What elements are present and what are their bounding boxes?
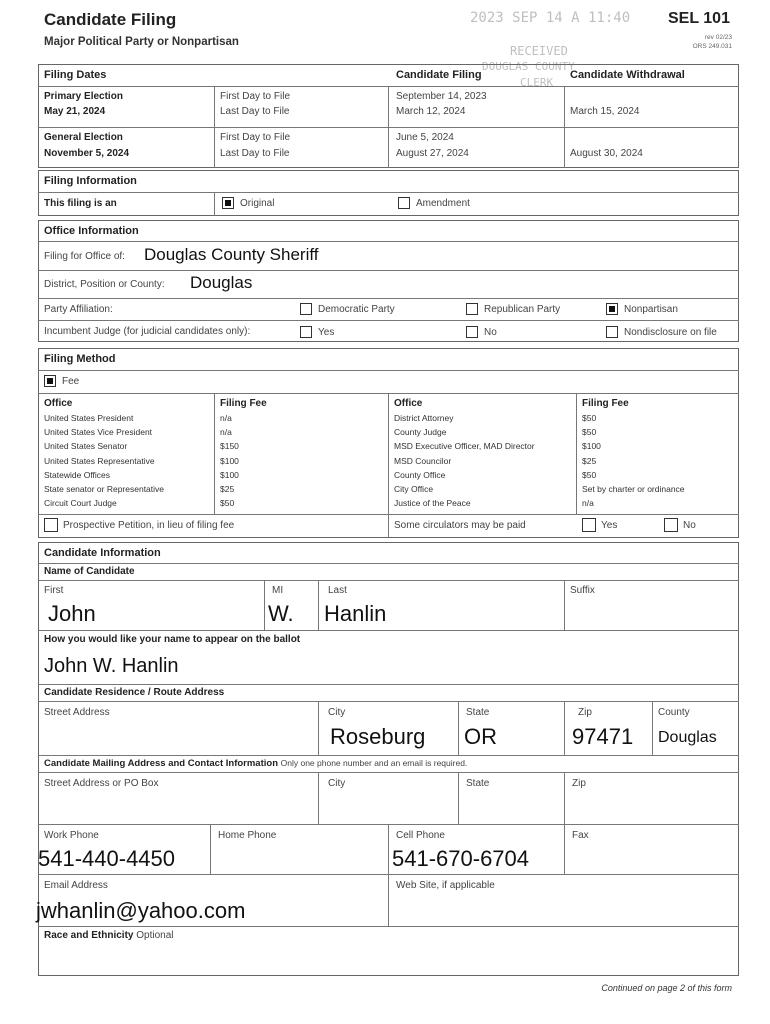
list-item: Justice of the Peace <box>394 498 471 509</box>
office-info-heading: Office Information <box>44 225 139 237</box>
county-label: County <box>658 707 690 718</box>
nonpartisan-label: Nonpartisan <box>624 304 678 315</box>
petition-label: Prospective Petition, in lieu of filing fee <box>63 520 235 531</box>
list-item: United States Senator <box>44 441 128 452</box>
primary-first-day-label: First Day to File <box>220 91 291 102</box>
general-withdraw-date: August 30, 2024 <box>570 148 643 159</box>
office-label: Filing for Office of: <box>44 251 125 262</box>
judge-yes-checkbox[interactable] <box>300 326 312 338</box>
primary-election-name: Primary Election <box>44 91 123 102</box>
ballot-name-heading: How you would like your name to appear on the ballot <box>44 634 301 645</box>
form-subtitle: Major Political Party or Nonpartisan <box>44 36 239 48</box>
filing-dates-heading: Filing Dates <box>44 69 107 81</box>
list-item: United States President <box>44 413 134 423</box>
list-item: $100 <box>582 441 601 452</box>
primary-withdraw-date: March 15, 2024 <box>570 106 640 117</box>
circulators-yes-checkbox[interactable] <box>582 518 596 532</box>
received-stamp-label: RECEIVED <box>510 44 568 58</box>
mail-street-label: Street Address or PO Box <box>44 778 159 789</box>
judge-yes-label: Yes <box>318 327 335 338</box>
state-label: State <box>466 707 490 718</box>
zip-value[interactable]: 97471 <box>572 724 634 749</box>
nonpartisan-checkbox[interactable] <box>606 303 618 315</box>
city-label: City <box>328 707 346 718</box>
continued-footer: Continued on page 2 of this form <box>601 983 732 993</box>
judge-no-label: No <box>484 327 497 338</box>
ors-reference: ORS 249.031 <box>692 43 732 50</box>
list-item: n/a <box>220 427 232 438</box>
ballot-name-value[interactable]: John W. Hanlin <box>44 655 179 677</box>
mail-state-label: State <box>466 778 490 789</box>
race-heading: Race and Ethnicity <box>44 930 134 941</box>
mailing-heading-row <box>44 758 467 769</box>
last-name-label: Last <box>328 585 347 596</box>
office-value[interactable]: Douglas County Sheriff <box>144 245 319 264</box>
circulators-no-checkbox[interactable] <box>664 518 678 532</box>
first-name-label: First <box>44 585 64 596</box>
primary-election-date: May 21, 2024 <box>44 106 106 117</box>
office-col-right: Office <box>394 398 423 409</box>
list-item: Statewide Offices <box>44 469 110 480</box>
cell-phone-label: Cell Phone <box>396 830 445 841</box>
list-item: United States Vice President <box>44 427 153 438</box>
mailing-note: Only one phone number and an email is required. <box>280 758 468 768</box>
party-label: Party Affiliation: <box>44 304 113 315</box>
office-col-left: Office <box>44 398 73 409</box>
candidate-info-heading: Candidate Information <box>44 547 161 559</box>
received-stamp-clerk: CLERK <box>520 76 554 89</box>
list-item: n/a <box>220 413 232 423</box>
list-item: $100 <box>220 469 239 480</box>
list-item: $100 <box>220 455 239 466</box>
list-item: MSD Councilor <box>394 455 452 466</box>
list-item: $50 <box>220 498 235 509</box>
list-item: $150 <box>220 441 239 452</box>
filing-info-section <box>38 170 739 216</box>
work-phone-value[interactable]: 541-440-4450 <box>38 846 176 871</box>
democratic-label: Democratic Party <box>318 304 395 315</box>
primary-last-day-label: Last Day to File <box>220 106 290 117</box>
republican-label: Republican Party <box>484 304 561 315</box>
filing-method-heading: Filing Method <box>44 353 116 365</box>
original-label: Original <box>240 198 275 209</box>
list-item: County Judge <box>394 427 447 438</box>
form-revision <box>693 33 732 51</box>
petition-checkbox[interactable] <box>44 518 58 532</box>
list-item: State senator or Representative <box>44 484 165 495</box>
middle-initial-value[interactable]: W. <box>268 601 294 626</box>
incumbent-judge-label: Incumbent Judge (for judicial candidates only): <box>44 326 251 337</box>
filing-type-label: This filing is an <box>44 198 117 209</box>
list-item: $50 <box>582 413 597 423</box>
name-heading: Name of Candidate <box>44 566 135 577</box>
list-item: n/a <box>582 498 594 509</box>
general-last-day: August 27, 2024 <box>396 148 469 159</box>
email-value[interactable]: jwhanlin@yahoo.com <box>36 898 246 923</box>
general-first-day-label: First Day to File <box>220 132 291 143</box>
race-optional: Optional <box>136 930 174 941</box>
left-fee-list <box>220 411 239 510</box>
received-stamp-county: DOUGLAS COUNTY <box>482 60 575 73</box>
form-id: SEL 101 <box>668 10 730 27</box>
judge-no-checkbox[interactable] <box>466 326 478 338</box>
candidate-filing-col: Candidate Filing <box>396 69 482 81</box>
primary-first-day: September 14, 2023 <box>396 91 487 102</box>
fax-label: Fax <box>572 830 589 841</box>
list-item: Set by charter or ordinance <box>582 484 685 495</box>
list-item: MSD Executive Officer, MAD Director <box>394 441 535 452</box>
primary-last-day: March 12, 2024 <box>396 106 466 117</box>
right-office-list <box>394 411 535 510</box>
form-title: Candidate Filing <box>44 10 177 29</box>
received-stamp-date: 2023 SEP 14 A 11:40 <box>470 10 631 26</box>
email-label: Email Address <box>44 880 108 891</box>
nondisclosure-label: Nondisclosure on file <box>624 327 717 338</box>
amendment-label: Amendment <box>416 198 470 209</box>
cell-phone-value[interactable]: 541-670-6704 <box>392 846 530 871</box>
district-label: District, Position or County: <box>44 279 165 290</box>
fee-checkbox[interactable] <box>44 375 56 387</box>
democratic-checkbox[interactable] <box>300 303 312 315</box>
list-item: $25 <box>582 455 597 466</box>
zip-label: Zip <box>578 707 592 718</box>
republican-checkbox[interactable] <box>466 303 478 315</box>
last-name-value[interactable]: Hanlin <box>324 601 387 626</box>
suffix-label: Suffix <box>570 585 595 596</box>
original-checkbox[interactable] <box>222 197 234 209</box>
fee-col-left: Filing Fee <box>220 398 267 409</box>
home-phone-label: Home Phone <box>218 830 277 841</box>
mailing-heading: Candidate Mailing Address and Contact Information <box>44 758 278 769</box>
race-heading-row <box>44 930 174 941</box>
revision-date: rev 02/23 <box>704 34 732 41</box>
city-value[interactable]: Roseburg <box>330 724 426 749</box>
street-address-label: Street Address <box>44 707 110 718</box>
filing-info-heading: Filing Information <box>44 175 137 187</box>
list-item: District Attorney <box>394 413 454 423</box>
list-item: United States Representative <box>44 455 155 466</box>
county-value[interactable]: Douglas <box>658 729 717 746</box>
district-value[interactable]: Douglas <box>190 273 253 292</box>
circulators-no-label: No <box>683 520 696 531</box>
list-item: County Office <box>394 469 446 480</box>
left-office-list <box>44 411 164 510</box>
list-item: $50 <box>582 427 597 438</box>
website-label: Web Site, if applicable <box>396 880 495 891</box>
candidate-withdrawal-col: Candidate Withdrawal <box>570 69 685 81</box>
first-name-value[interactable]: John <box>48 601 96 626</box>
residence-heading: Candidate Residence / Route Address <box>44 687 225 698</box>
general-last-day-label: Last Day to File <box>220 148 290 159</box>
work-phone-label: Work Phone <box>44 830 99 841</box>
list-item: City Office <box>394 484 434 495</box>
general-first-day: June 5, 2024 <box>396 132 454 143</box>
circulators-label: Some circulators may be paid <box>394 520 526 531</box>
state-value[interactable]: OR <box>464 724 497 749</box>
fee-label: Fee <box>62 376 80 387</box>
mail-city-label: City <box>328 778 346 789</box>
general-election-name: General Election <box>44 132 123 143</box>
fee-col-right: Filing Fee <box>582 398 629 409</box>
list-item: Circuit Court Judge <box>44 498 117 509</box>
amendment-checkbox[interactable] <box>398 197 410 209</box>
nondisclosure-checkbox[interactable] <box>606 326 618 338</box>
right-fee-list <box>582 411 685 510</box>
list-item: $25 <box>220 484 235 495</box>
general-election-date: November 5, 2024 <box>44 148 130 159</box>
middle-initial-label: MI <box>272 585 284 596</box>
circulators-yes-label: Yes <box>601 520 618 531</box>
mail-zip-label: Zip <box>572 778 586 789</box>
list-item: $50 <box>582 469 597 480</box>
